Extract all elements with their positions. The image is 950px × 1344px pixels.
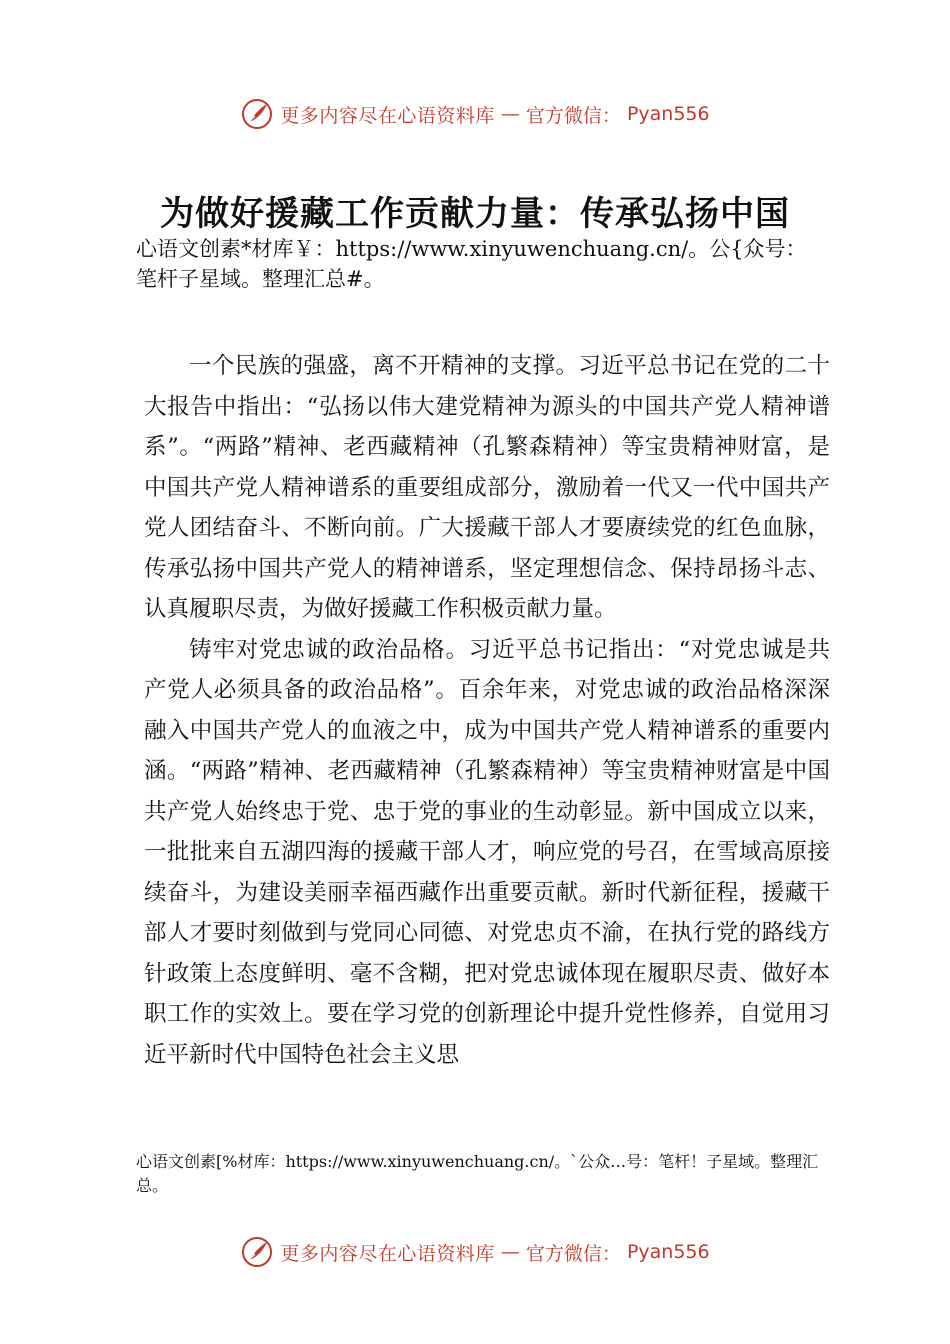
banner-text: 更多内容尽在心语资料库 bbox=[280, 104, 495, 127]
feather-pen-icon bbox=[240, 97, 274, 131]
header-banner bbox=[0, 94, 950, 134]
document-title: 为做好援藏工作贡献力量：传承弘扬中国 bbox=[160, 194, 790, 234]
feather-pen-icon bbox=[240, 1235, 274, 1269]
banner-wechat-label: 官方微信： bbox=[525, 104, 621, 127]
document-body bbox=[144, 346, 830, 1075]
banner-wechat-id: Pyan556 bbox=[626, 1241, 710, 1263]
banner-dash: — bbox=[500, 1241, 520, 1263]
banner-wechat-id: Pyan556 bbox=[626, 103, 710, 125]
footer-banner bbox=[0, 1232, 950, 1272]
body-paragraph: 铸牢对党忠诚的政治品格。习近平总书记指出：“对党忠诚是共产党人必须具备的政治品格”。百余年来，对党忠诚的政治品格深深融入中国共产党人的血液之中，成为中国共产党人精神谱系的重要内涵。“两路”精神、老西藏精神（孔繁森精神）等宝贵精神财富是中国共产党人始终忠于党、忠于党的事业的生动彰显。新中国成立以来，一批批来自五湖四海的援藏干部人才，响应党的号召，在雪域高原接续奋斗，为建设美丽幸福西藏作出重要贡献。新时代新征程，援藏干部人才要时刻做到与党同心同德、对党忠贞不渝，在执行党的路线方针政策上态度鲜明、毫不含糊，把对党忠诚体现在履职尽责、做好本职工作的实效上。要在学习党的创新理论中提升党性修养，自觉用习近平新时代中国特色社会主义思 bbox=[144, 636, 830, 1068]
banner-wechat-label: 官方微信： bbox=[525, 1242, 621, 1265]
banner-dash: — bbox=[500, 103, 520, 125]
banner-text: 更多内容尽在心语资料库 bbox=[280, 1242, 495, 1265]
source-note: 心语文创素*材库￥：https://www.xinyuwenchuang.cn/。公{众号：笔杆子星域。整理汇总#。 bbox=[136, 237, 807, 291]
footer-note: 心语文创素[%材库：https://www.xinyuwenchuang.cn/。`公众…号：笔杆！子星域。整理汇总。 bbox=[136, 1152, 819, 1195]
body-paragraph: 一个民族的强盛，离不开精神的支撑。习近平总书记在党的二十大报告中指出：“弘扬以伟大建党精神为源头的中国共产党人精神谱系”。“两路”精神、老西藏精神（孔繁森精神）等宝贵精神财富，是中国共产党人精神谱系的重要组成部分，激励着一代又一代中国共产党人团结奋斗、不断向前。广大援藏干部人才要赓续党的红色血脉，传承弘扬中国共产党人的精神谱系，坚定理想信念、保持昂扬斗志、认真履职尽责，为做好援藏工作积极贡献力量。 bbox=[144, 353, 830, 622]
